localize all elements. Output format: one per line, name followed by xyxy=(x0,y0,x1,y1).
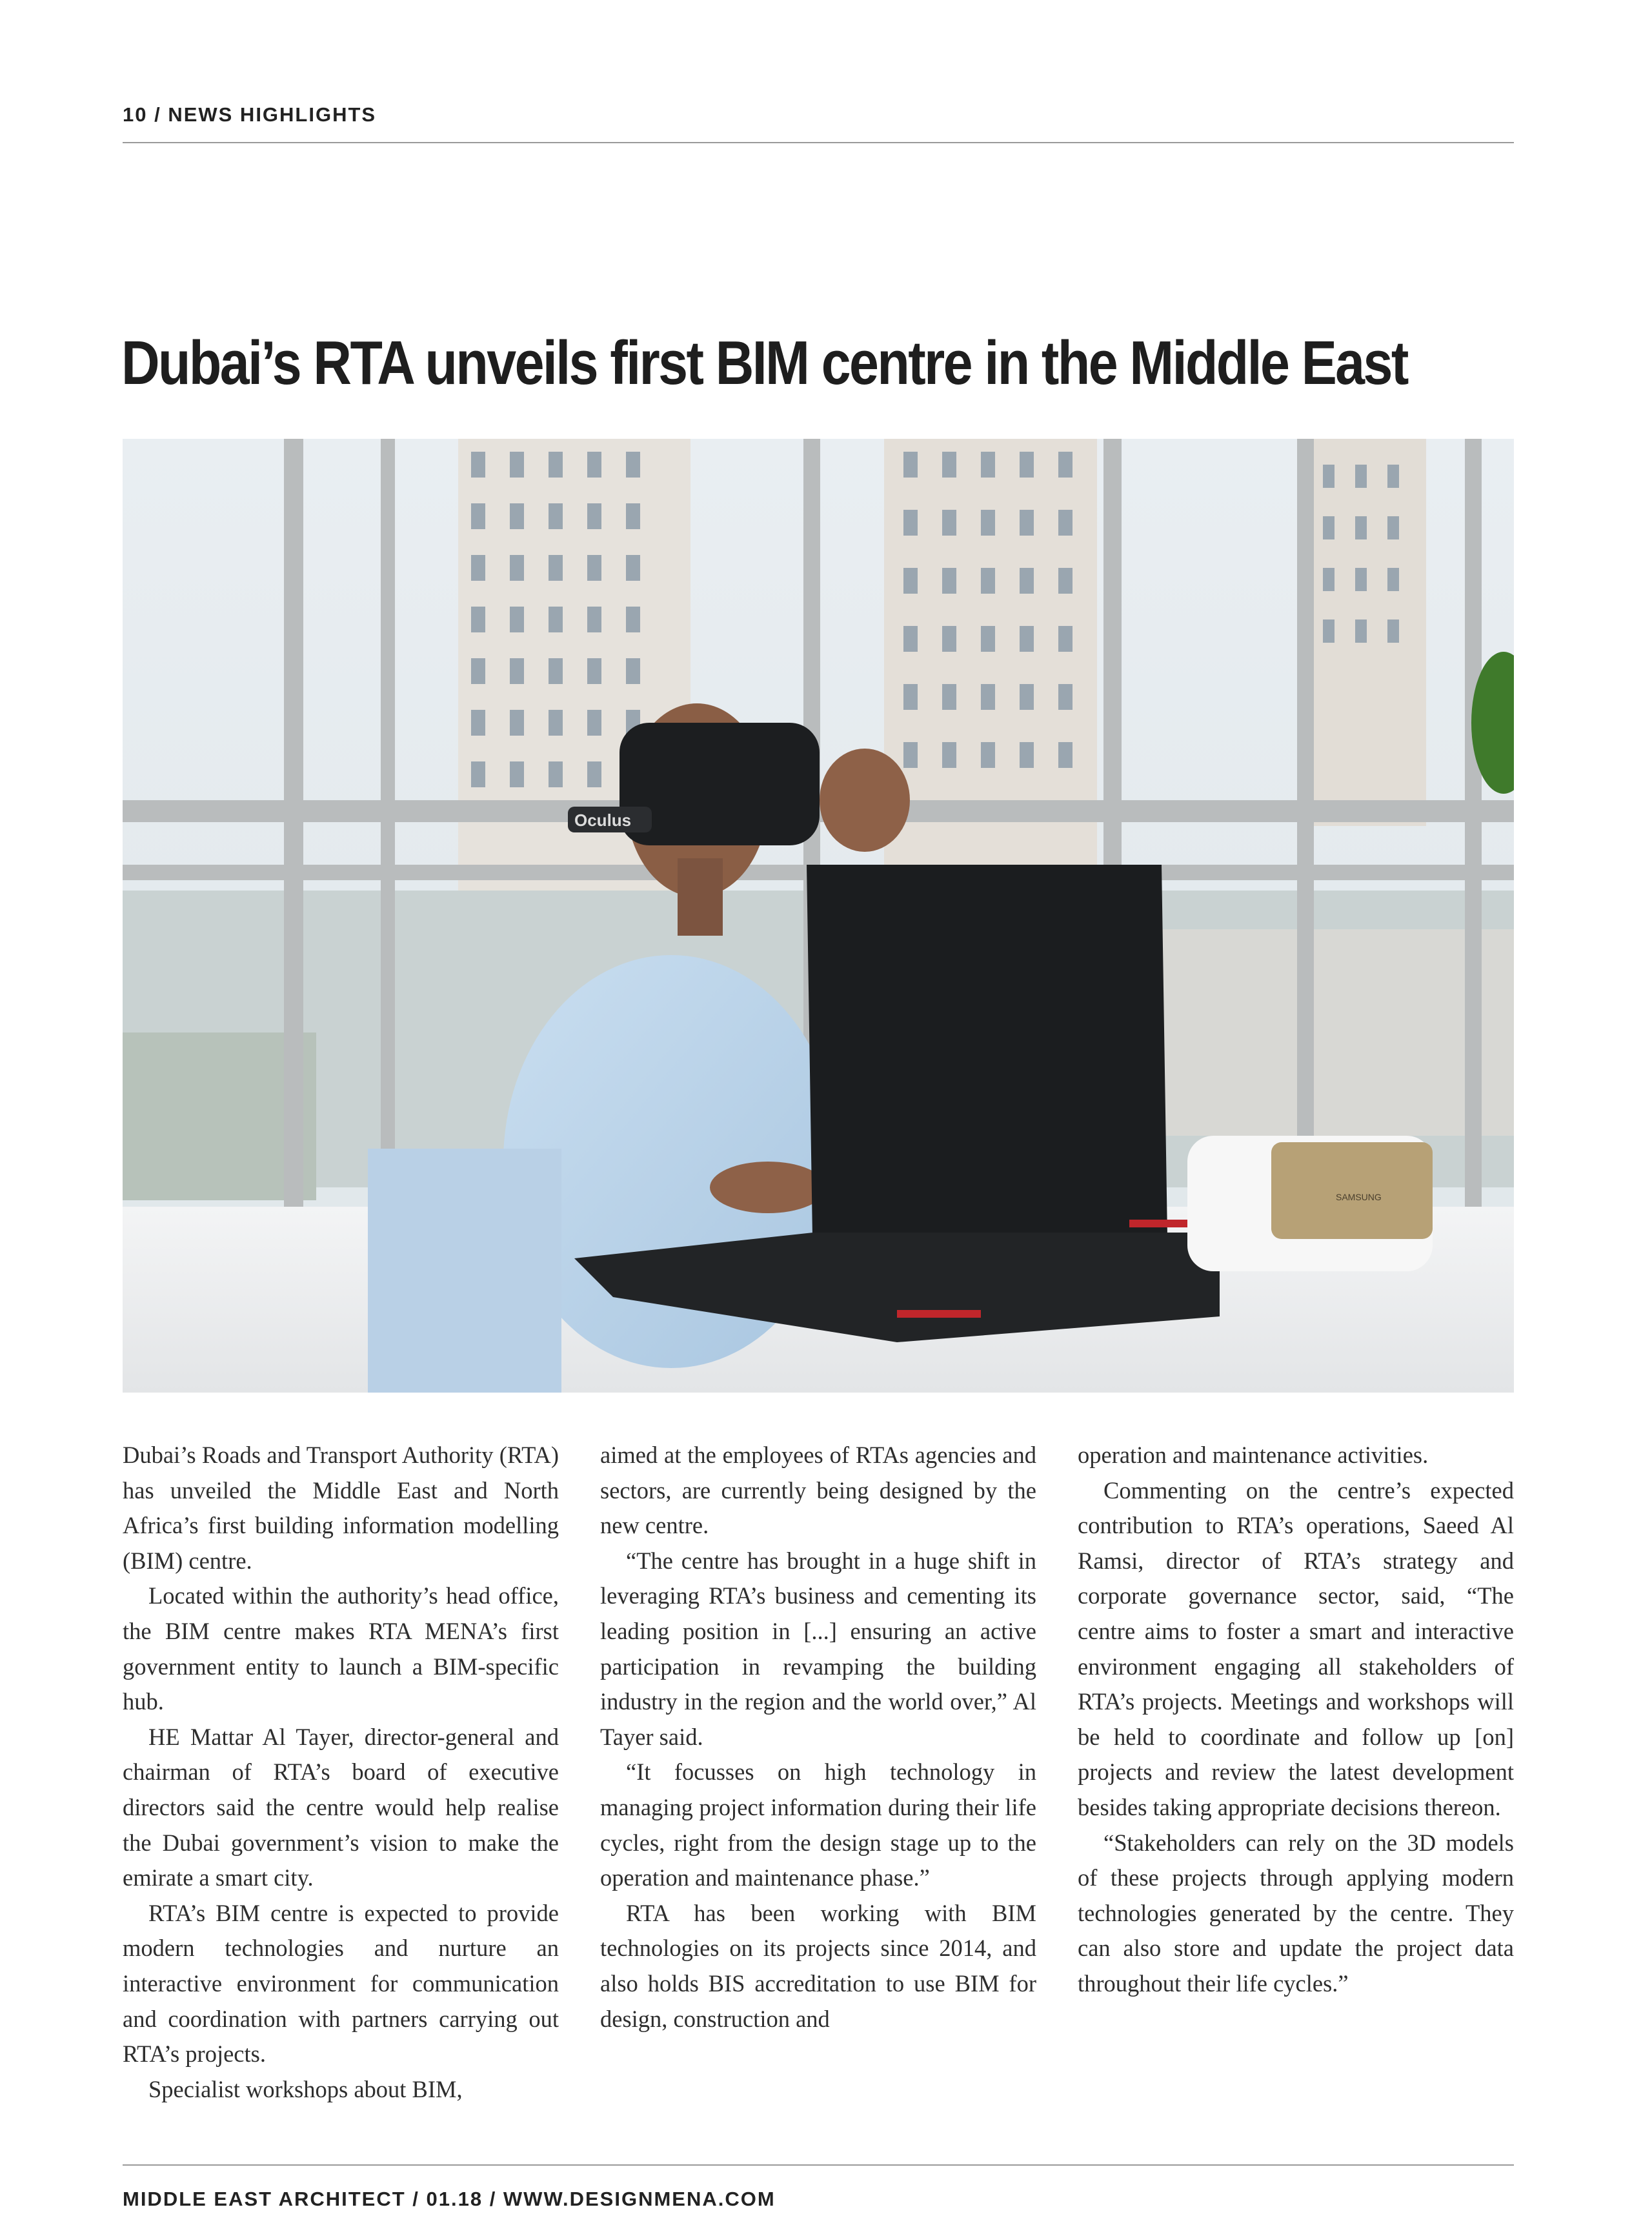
phone-brand: SAMSUNG xyxy=(1336,1192,1382,1202)
paragraph: HE Mattar Al Tayer, director-general and chairman of RTA’s board of executive directors said the centre would help realise the Dubai government’s vision to make the emirate a smart city. xyxy=(123,1723,559,1891)
footer-divider xyxy=(123,2164,1514,2166)
paragraph: “Stakeholders can rely on the 3D models of these projects through applying modern technologies generated by the centre. They can also store and update the project data throughout their life cycles.” xyxy=(1078,1829,1514,1997)
paragraph: “The centre has brought in a huge shift in leveraging RTA’s business and cementing its leading position in [...] ensuring an active participation in revamping the building industry in the region and the world over,” Al Tayer said. xyxy=(600,1547,1036,1750)
paragraph: Dubai’s Roads and Transport Authority (RTA) has unveiled the Middle East and North Africa’s first building information modelling (BIM) centre. xyxy=(123,1442,559,1574)
section-label: 10 / NEWS HIGHLIGHTS xyxy=(123,103,377,126)
article-body xyxy=(123,1438,1514,2135)
paragraph: RTA’s BIM centre is expected to provide modern technologies and nurture an interactive environment for communication and coordination with partners carrying out RTA’s projects. xyxy=(123,1899,559,2068)
header-divider xyxy=(123,142,1514,143)
page-header xyxy=(123,103,1514,126)
paragraph: aimed at the employees of RTAs agencies and sectors, are currently being designed by the new centre. xyxy=(600,1442,1036,1539)
paragraph: Located within the authority’s head office, the BIM centre makes RTA MENA’s first government entity to launch a BIM-specific hub. xyxy=(123,1582,559,1715)
article-headline: Dubai’s RTA unveils first BIM centre in the Middle East xyxy=(121,328,1407,398)
paragraph: Specialist workshops about BIM, xyxy=(148,2075,463,2102)
article-photo xyxy=(123,439,1514,1393)
footer-label: MIDDLE EAST ARCHITECT / 01.18 / WWW.DESIGNMENA.COM xyxy=(123,2188,776,2210)
column-2 xyxy=(600,1438,1036,2037)
paragraph: Commenting on the centre’s expected contribution to RTA’s operations, Saeed Al Ramsi, director of RTA’s strategy and corporate governance sector, said, “The centre aims to foster a smart and interactive environment engaging all stakeholders of RTA’s projects. Meetings and workshops will be held to coordinate and follow up [on] projects and review the latest development besides taking appropriate decisions thereon. xyxy=(1078,1476,1514,1820)
headset-brand: Oculus xyxy=(574,811,632,830)
paragraph: “It focusses on high technology in managing project information during their life cycles, right from the design stage up to the operation and maintenance phase.” xyxy=(600,1758,1036,1891)
column-1 xyxy=(123,1438,559,2107)
paragraph: RTA has been working with BIM technologies on its projects since 2014, and also holds BIS accreditation to use BIM for design, construction and xyxy=(600,1899,1036,2032)
paragraph: operation and maintenance activities. xyxy=(1078,1442,1429,1468)
column-3 xyxy=(1078,1438,1514,2002)
